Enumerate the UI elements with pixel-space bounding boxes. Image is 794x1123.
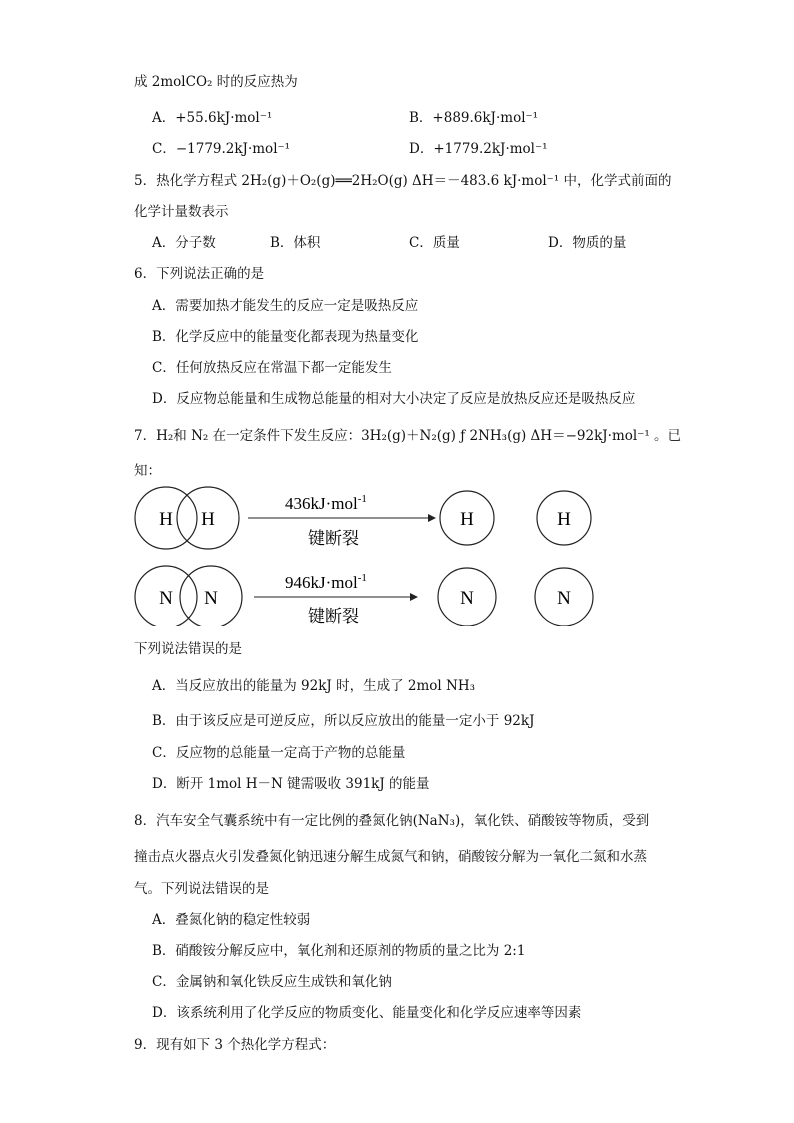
q4-option-d: D．+1779.2kJ·mol⁻¹ bbox=[409, 141, 548, 157]
q5-option-b: B．体积 bbox=[270, 235, 321, 251]
q7-option-c: C．反应物的总能量一定高于产物的总能量 bbox=[152, 745, 406, 761]
q6-option-d: D．反应物总能量和生成物总能量的相对大小决定了反应是放热反应还是吸热反应 bbox=[152, 391, 636, 407]
n2-atom-b: N bbox=[204, 588, 218, 609]
q7-stem: 7．H₂和 N₂ 在一定条件下发生反应：3H₂(g)＋N₂(g) ƒ 2NH₃(g) ΔH＝−92kJ·mol⁻¹ 。已 bbox=[134, 428, 682, 444]
q7-option-b: B．由于该反应是可逆反应，所以反应放出的能量一定小于 92kJ bbox=[152, 713, 535, 729]
h-atom-2: H bbox=[557, 509, 571, 530]
q7-option-d: D．断开 1mol H－N 键需吸收 391kJ 的能量 bbox=[152, 776, 430, 792]
q6-option-b: B．化学反应中的能量变化都表现为热量变化 bbox=[152, 329, 419, 345]
q8-option-c: C．金属钠和氧化铁反应生成铁和氧化钠 bbox=[152, 974, 392, 990]
h-atom-1: H bbox=[460, 509, 474, 530]
q8-option-a: A．叠氮化钠的稳定性较弱 bbox=[152, 912, 311, 928]
q8-stem: 8．汽车安全气囊系统中有一定比例的叠氮化钠(NaN₃)，氧化铁、硝酸铵等物质，受到 bbox=[134, 813, 650, 829]
q5-option-d: D．物质的量 bbox=[548, 235, 627, 251]
q9-stem: 9．现有如下 3 个热化学方程式： bbox=[134, 1037, 336, 1053]
q4-option-c: C．−1779.2kJ·mol⁻¹ bbox=[152, 141, 291, 157]
q5-option-c: C．质量 bbox=[409, 235, 460, 251]
q4-option-a: A．+55.6kJ·mol⁻¹ bbox=[152, 110, 273, 126]
n2-bond-break-label: 键断裂 bbox=[308, 607, 359, 626]
h2-bond-energy-exp: -1 bbox=[357, 493, 367, 505]
h2-molecule bbox=[135, 487, 239, 549]
q7-stem-line2: 知： bbox=[134, 463, 161, 479]
q4-option-b: B．+889.6kJ·mol⁻¹ bbox=[409, 110, 539, 126]
q6-option-a: A．需要加热才能发生的反应一定是吸热反应 bbox=[152, 298, 419, 314]
q5-option-a: A．分子数 bbox=[152, 235, 216, 251]
n-atoms-product bbox=[438, 568, 593, 626]
q5-stem: 5．热化学方程式 2H₂(g)＋O₂(g)══2H₂O(g) ΔH＝－483.6 kJ·mol⁻¹ 中，化学式前面的 bbox=[134, 173, 672, 189]
n2-energy-arrow bbox=[254, 572, 418, 626]
q6-stem: 6．下列说法正确的是 bbox=[134, 266, 265, 282]
n-atom-2: N bbox=[557, 588, 571, 609]
h2-energy-arrow bbox=[248, 493, 436, 548]
bond-breaking-diagram bbox=[128, 486, 608, 626]
n-atom-1: N bbox=[460, 588, 474, 609]
q5-stem-line2: 化学计量数表示 bbox=[134, 204, 229, 220]
q7-option-a: A．当反应放出的能量为 92kJ 时，生成了 2mol NH₃ bbox=[152, 678, 476, 694]
q8-option-d: D．该系统利用了化学反应的物质变化、能量变化和化学反应速率等因素 bbox=[152, 1005, 582, 1021]
q8-stem-line3: 气。下列说法错误的是 bbox=[134, 881, 269, 897]
q4-stem-tail: 成 2molCO₂ 时的反应热为 bbox=[134, 74, 298, 90]
n2-atom-a: N bbox=[159, 588, 173, 609]
h-atoms-product bbox=[440, 491, 591, 545]
h2-bond-break-label: 键断裂 bbox=[308, 529, 359, 548]
h2-atom-a: H bbox=[159, 509, 173, 530]
h2-bond-energy: 436kJ·mol bbox=[285, 494, 358, 513]
svg-text:436kJ·mol-1 bbox=[285, 493, 367, 513]
h2-atom-b: H bbox=[201, 509, 215, 530]
q8-option-b: B．硝酸铵分解反应中，氧化剂和还原剂的物质的量之比为 2:1 bbox=[152, 943, 526, 959]
svg-text:946kJ·mol-1 bbox=[285, 572, 367, 592]
q8-stem-line2: 撞击点火器点火引发叠氮化钠迅速分解生成氮气和钠，硝酸铵分解为一氧化二氮和水蒸 bbox=[134, 849, 647, 865]
q7-question: 下列说法错误的是 bbox=[134, 641, 242, 657]
q6-option-c: C．任何放热反应在常温下都一定能发生 bbox=[152, 360, 392, 376]
n2-molecule bbox=[135, 566, 242, 626]
n2-bond-energy-exp: -1 bbox=[357, 572, 367, 584]
n2-bond-energy: 946kJ·mol bbox=[285, 573, 358, 592]
